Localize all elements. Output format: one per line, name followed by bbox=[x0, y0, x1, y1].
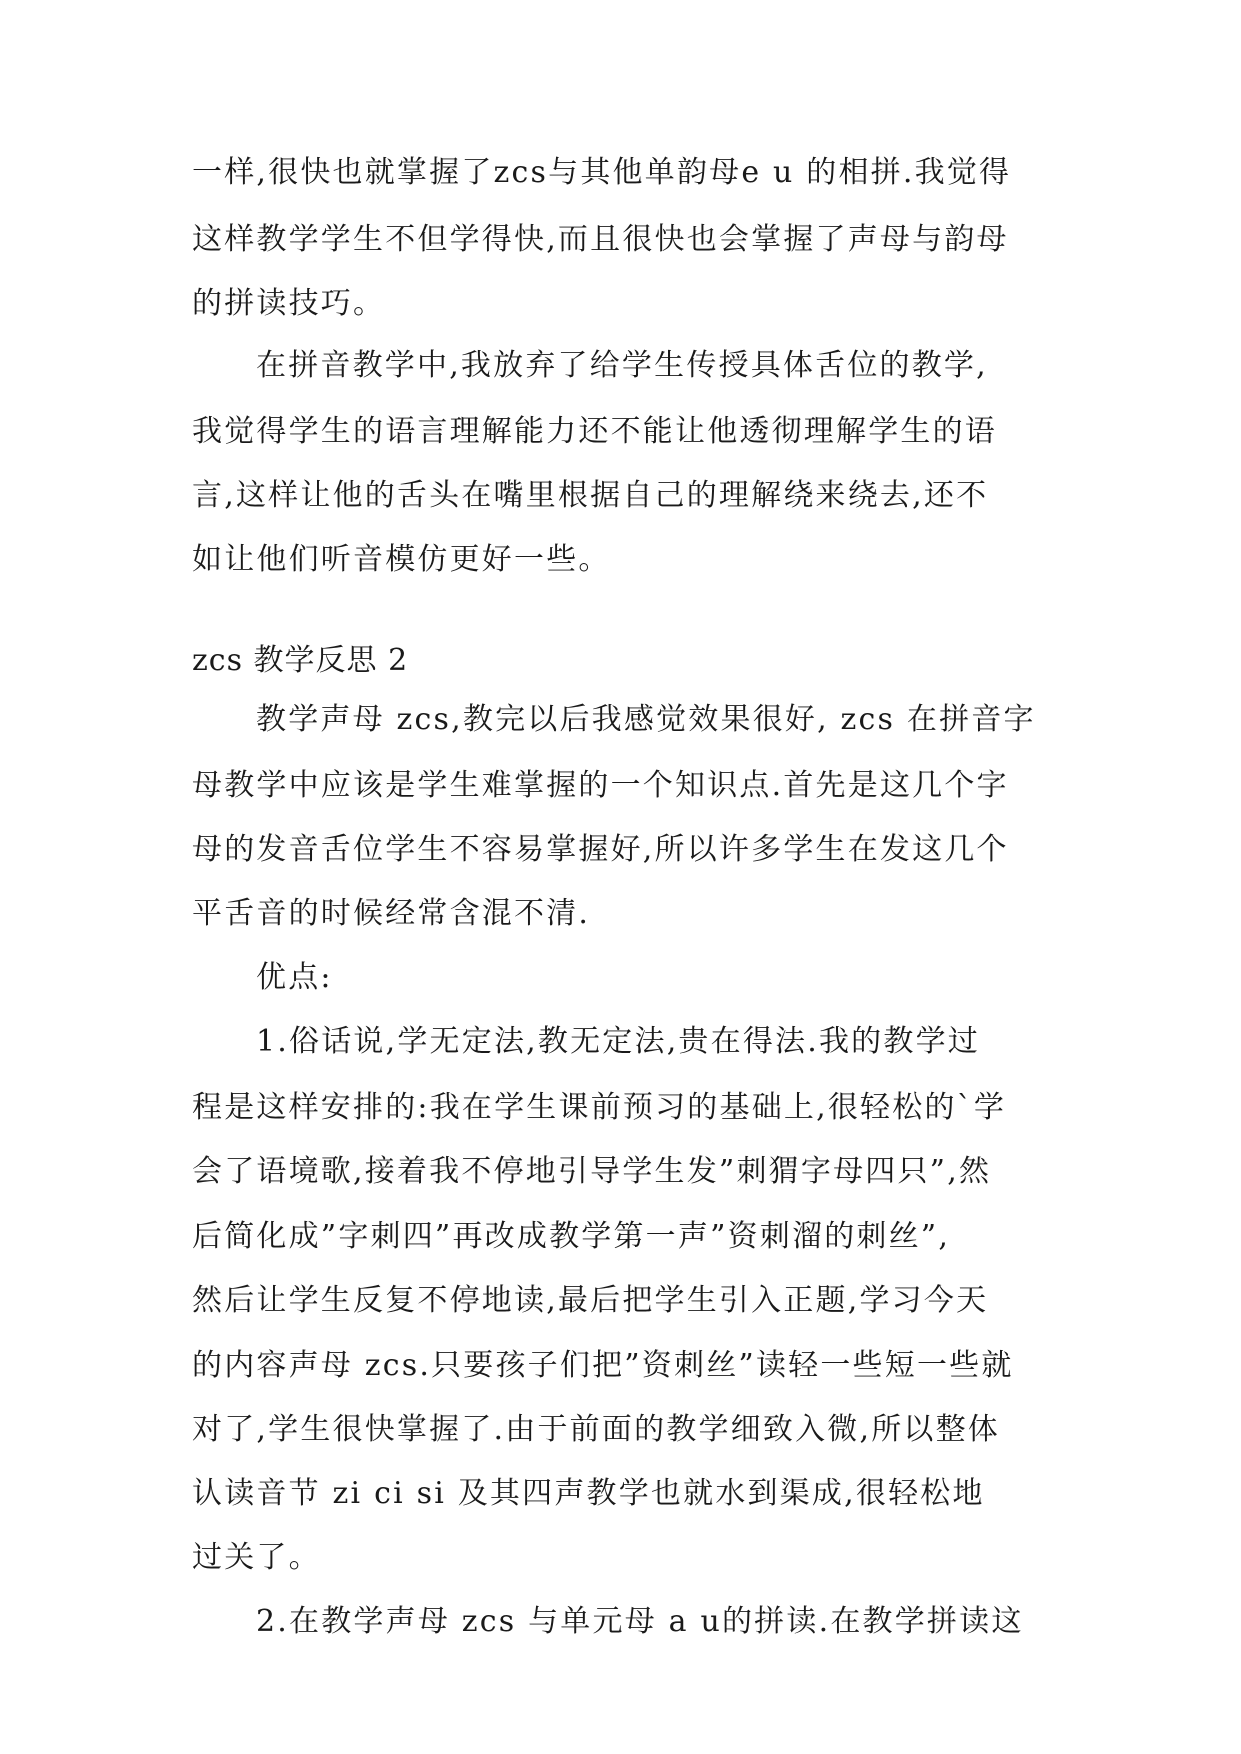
body-line: 对了,学生很快掌握了.由于前面的教学细致入微,所以整体 bbox=[192, 1412, 1001, 1447]
body-line: 程是这样安排的:我在学生课前预习的基础上,很轻松的`学 bbox=[192, 1090, 1007, 1125]
paragraph-first-line: 教学声母 zcs,教完以后我感觉效果很好, zcs 在拼音字 bbox=[256, 702, 1036, 737]
body-line: 会了语境歌,接着我不停地引导学生发”刺猬字母四只”,然 bbox=[192, 1154, 992, 1189]
body-line: 我觉得学生的语言理解能力还不能让他透彻理解学生的语 bbox=[192, 414, 997, 449]
body-line: 母的发音舌位学生不容易掌握好,所以许多学生在发这几个 bbox=[192, 832, 1009, 867]
body-line: 如让他们听音模仿更好一些。 bbox=[192, 542, 611, 577]
body-line: 一样,很快也就掌握了zcs与其他单韵母e u 的相拼.我觉得 bbox=[192, 155, 1012, 190]
paragraph-first-line: 在拼音教学中,我放弃了给学生传授具体舌位的教学, bbox=[256, 348, 988, 383]
body-line: 平舌音的时候经常含混不清. bbox=[192, 896, 591, 931]
body-line: 过关了。 bbox=[192, 1540, 321, 1575]
body-line: 然后让学生反复不停地读,最后把学生引入正题,学习今天 bbox=[192, 1283, 989, 1318]
paragraph-first-line: 1.俗话说,学无定法,教无定法,贵在得法.我的教学过 bbox=[256, 1024, 980, 1059]
subheading-advantages: 优点: bbox=[256, 960, 333, 995]
body-line: 的拼读技巧。 bbox=[192, 286, 386, 321]
body-line: 这样教学学生不但学得快,而且很快也会掌握了声母与韵母 bbox=[192, 222, 1009, 257]
body-line: 母教学中应该是学生难掌握的一个知识点.首先是这几个字 bbox=[192, 768, 1009, 803]
paragraph-first-line: 2.在教学声母 zcs 与单元母 a u的拼读.在教学拼读这 bbox=[256, 1604, 1024, 1639]
body-line: 言,这样让他的舌头在嘴里根据自己的理解绕来绕去,还不 bbox=[192, 478, 989, 513]
section-heading: zcs 教学反思 2 bbox=[192, 643, 409, 678]
body-line: 认读音节 zi ci si 及其四声教学也就水到渠成,很轻松地 bbox=[192, 1476, 985, 1511]
body-line: 后简化成”字刺四”再改成教学第一声”资刺溜的刺丝”, bbox=[192, 1219, 951, 1254]
body-line: 的内容声母 zcs.只要孩子们把”资刺丝”读轻一些短一些就 bbox=[192, 1348, 1014, 1383]
